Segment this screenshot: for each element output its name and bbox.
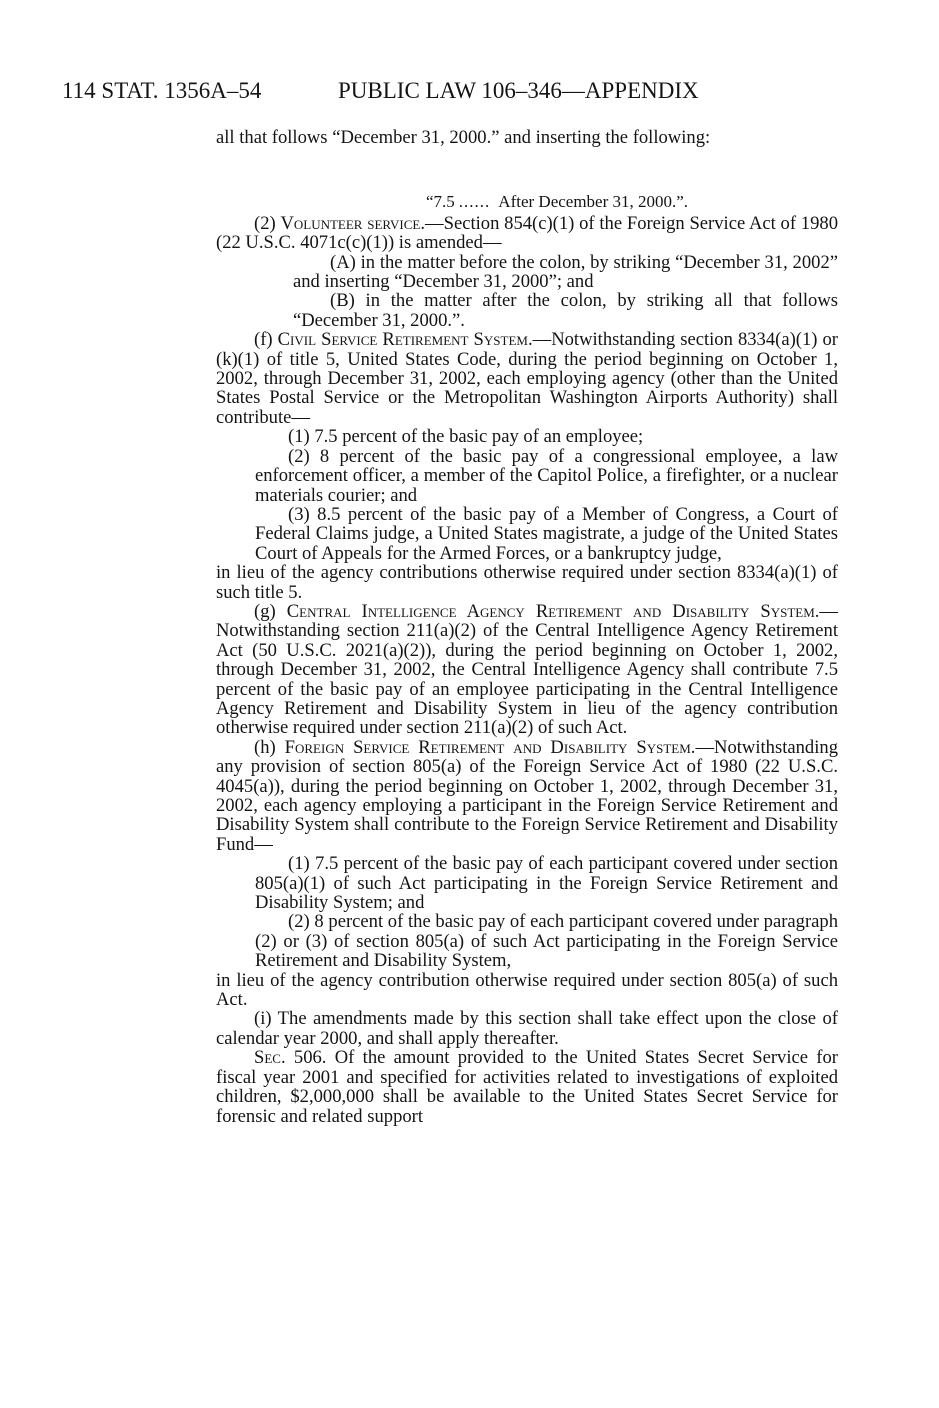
paragraph-text: —Section 854(c)(1) of the Foreign Service Act of 1980 (22 U.S.C. 4071c(c)(1)) is amended— [216,212,838,254]
subsection-number: (g) [254,600,276,622]
subsection-number: (f) [254,329,273,351]
running-header [62,74,742,108]
rate-table-row [216,192,838,211]
paragraph-h-1: (1) 7.5 percent of the basic pay of each participant covered under section 805(a)(1) of such Act participating in the Foreign Service Retirement and Disability System; and [255,853,838,914]
subsection-f [216,330,838,427]
section-number: Sec. 506. [254,1047,327,1069]
section-text: Of the amount provided to the United States Secret Service for fiscal year 2001 and specified for activities related to investigations of exploited children, $2,000,000 shall be available to the United States Secret Service for forensic and related support [216,1047,838,1127]
section-body [216,128,838,1126]
subsection-heading: Foreign Service Retirement and Disability System. [284,736,696,758]
paragraph-f-1: (1) 7.5 percent of the basic pay of an employee; [288,426,644,448]
subsection-heading: Civil Service Retirement System. [277,329,533,351]
section-506 [216,1048,838,1126]
subsection-text: —Notwithstanding section 8334(a)(1) or (k)(1) of title 5, United States Code, during the period beginning on October 1, 2002, through December 31, 2002, each employing agency (other than the United States Postal Service or the Metropolitan Washington Airports Authority) shall contribute— [216,329,839,428]
subparagraph-a: (A) in the matter before the colon, by striking “December 31, 2002” and inserting “December 31, 2000”; and [293,251,838,293]
flush-text-h: in lieu of the agency contribution otherwise required under section 805(a) of such Act. [216,969,838,1011]
subsection-g [216,602,838,738]
paragraph-f-3: (3) 8.5 percent of the basic pay of a Member of Congress, a Court of Federal Claims judge, a United States magistrate, a judge of the United States Court of Appeals for the Armed Forces, or a bankruptcy judge, [255,503,838,564]
subsection-text: —Notwithstanding any provision of section 805(a) of the Foreign Service Act of 1980 (22 U.S.C. 4045(a)), during the period beginning on October 1, 2002, through December 31, 2002, each agency employing a participant in the Foreign Service Retirement and Disability System shall contribute to the Foreign Service Retirement and Disability Fund— [216,736,838,855]
subsection-h [216,738,838,854]
law-title: PUBLIC LAW 106–346—APPENDIX [338,78,699,103]
statute-citation: 114 STAT. 1356A–54 [62,78,262,103]
paragraph-number: (2) [254,212,276,234]
subsection-text: —Notwithstanding section 211(a)(2) of the Central Intelligence Agency Retirement Act (50 U.S.C. 2021(a)(2)), during the period beginning on October 1, 2002, through December 31, 2002, the Central Intelligence Agency shall contribute 7.5 percent of the basic pay of an employee participating in the Central Intelligence Agency Retirement and Disability System in lieu of the agency contribution otherwise required under section 211(a)(2) of such Act. [216,600,838,739]
paragraph-volunteer-service [216,214,838,253]
flush-text-f: in lieu of the agency contributions otherwise required under section 8334(a)(1) of such title 5. [216,562,838,603]
subsection-heading: Central Intelligence Agency Retirement and Disability System. [286,600,820,622]
paragraph-h-2: (2) 8 percent of the basic pay of each participant covered under paragraph (2) or (3) of section 805(a) of such Act participating in the Foreign Service Retirement and Disability System, [255,911,838,972]
subparagraph-b: (B) in the matter after the colon, by striking all that follows “December 31, 2000.”. [293,290,838,331]
subsection-number: (h) [254,736,276,758]
paragraph-continuation: all that follows “December 31, 2000.” and inserting the following: [216,127,711,148]
leader-dots: ...... [458,192,491,212]
paragraph-f-2: (2) 8 percent of the basic pay of a congressional employee, a law enforcement officer, a member of the Capitol Police, a firefighter, or a nuclear materials courier; and [255,445,838,506]
paragraph-heading: Volunteer service. [280,212,426,234]
rate-period: After December 31, 2000.”. [498,192,689,212]
subsection-i: (i) The amendments made by this section shall take effect upon the close of calendar year 2000, and shall apply thereafter. [216,1008,838,1049]
rate-value: “7.5 [426,192,455,212]
